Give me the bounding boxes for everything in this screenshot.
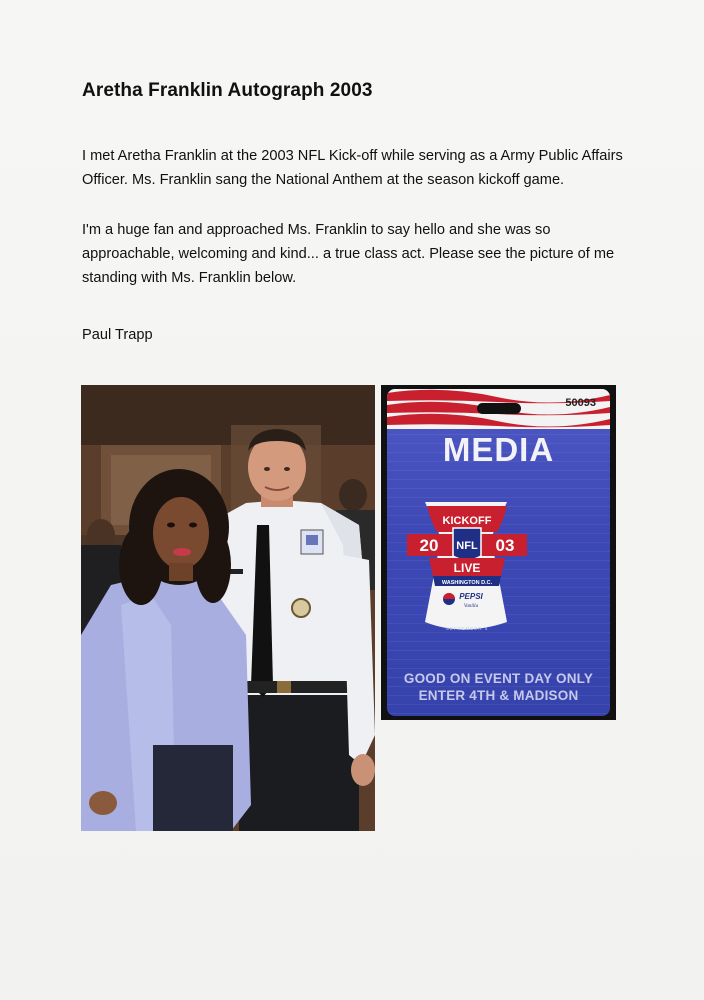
logo-sponsor-text: PEPSI (459, 592, 483, 601)
media-label: MEDIA (442, 431, 555, 468)
paragraph-meeting: I met Aretha Franklin at the 2003 NFL Kick-off while serving as a Army Public Affairs Officer. Ms. Franklin sang the National Anthem at the season kickoff game. (82, 148, 623, 188)
badge-footer-line2: ENTER 4TH & MADISON (418, 688, 579, 703)
media-badge-scan (381, 385, 616, 720)
badge-footer-line1: GOOD ON EVENT DAY ONLY (403, 671, 594, 686)
logo-nfl-text: NFL (456, 540, 478, 552)
badge-footer (387, 670, 610, 704)
nfl-kickoff-logo (405, 502, 595, 637)
paragraph-fan: I'm a huge fan and approached Ms. Franklin to say hello and she was so approachable, welcoming and kind... a true class act. Please see the picture of me standing with Ms. Franklin below. (82, 222, 615, 286)
document-title: Aretha Franklin Autograph 2003 (82, 80, 373, 101)
logo-kickoff-text: KICKOFF (442, 515, 492, 527)
lanyard-slot (477, 403, 521, 414)
logo-year-left: 20 (419, 536, 439, 555)
badge-serial-number: 50093 (565, 397, 596, 409)
logo-city-text: WASHINGTON D.C. (441, 580, 493, 586)
signature-name: Paul Trapp (82, 327, 153, 343)
logo-year-right: 03 (495, 536, 515, 555)
logo-live-text: LIVE (453, 561, 481, 575)
logo-date-text: SEPTEMBER 4 (445, 626, 489, 631)
photo-with-aretha-franklin (81, 385, 375, 831)
media-badge (387, 389, 610, 716)
logo-sponsor-sub-text: Vanilla (463, 604, 479, 609)
